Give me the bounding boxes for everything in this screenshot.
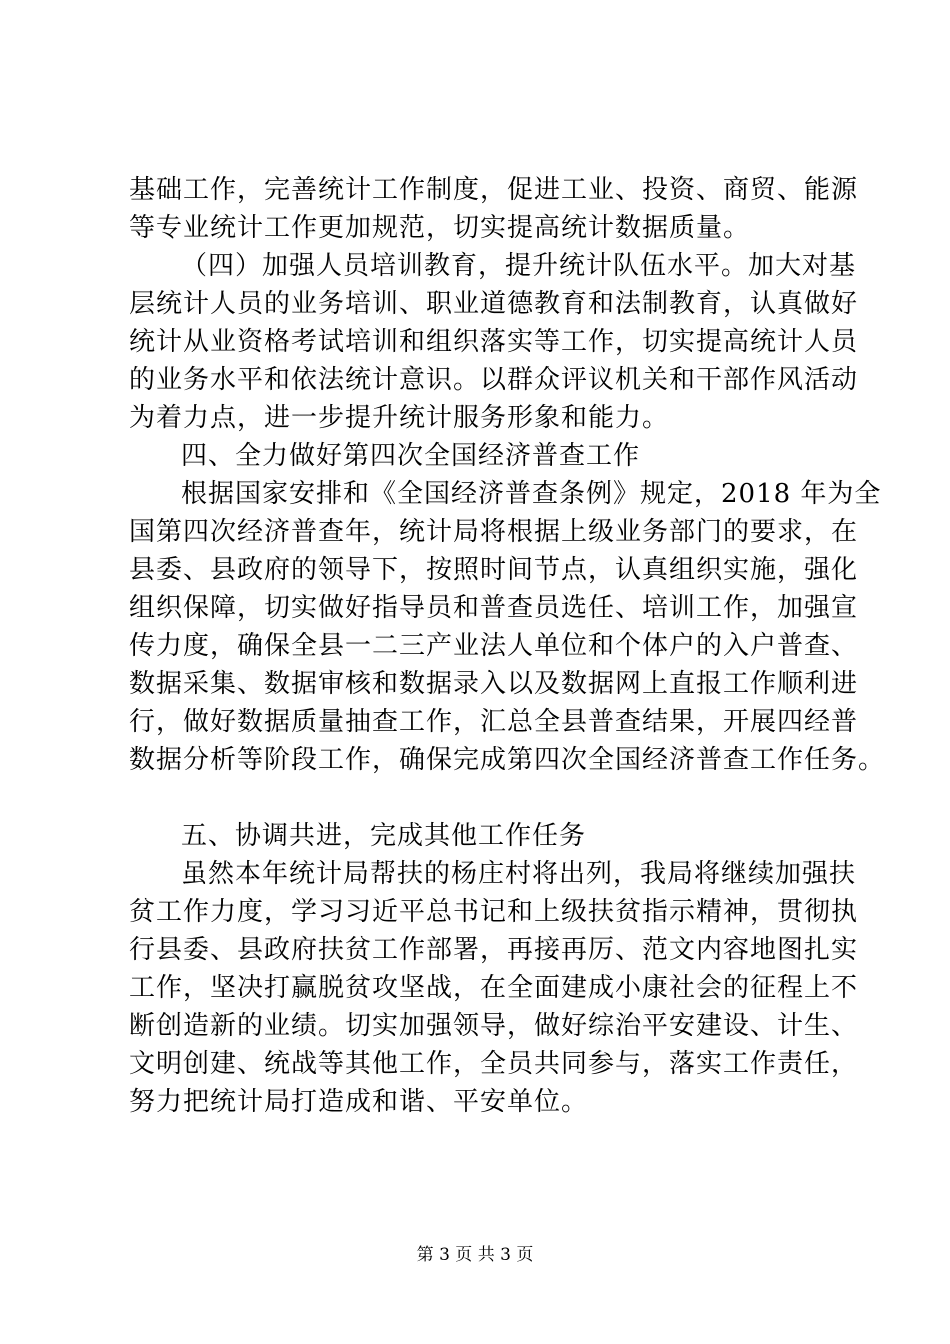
body-line: 贫工作力度，学习习近平总书记和上级扶贫指示精神，贯彻执 — [129, 897, 859, 927]
body-line: 等专业统计工作更加规范，切实提高统计数据质量。 — [129, 213, 751, 243]
body-line: 虽然本年统计局帮扶的杨庄村将出列，我局将继续加强扶 — [181, 859, 857, 889]
body-line: 努力把统计局打造成和谐、平安单位。 — [129, 1087, 589, 1117]
body-line: 为着力点，进一步提升统计服务形象和能力。 — [129, 403, 670, 433]
body-line: 基础工作，完善统计工作制度，促进工业、投资、商贸、能源 — [129, 175, 859, 205]
body-line: 数据采集、数据审核和数据录入以及数据网上直报工作顺利进 — [129, 669, 859, 699]
body-line: 断创造新的业绩。切实加强领导，做好综治平安建设、计生、 — [129, 1011, 859, 1041]
section-heading: 五、协调共进，完成其他工作任务 — [181, 821, 587, 851]
body-line: 层统计人员的业务培训、职业道德教育和法制教育，认真做好 — [129, 289, 859, 319]
body-line: 行县委、县政府扶贫工作部署，再接再厉、范文内容地图扎实 — [129, 935, 859, 965]
body-line: 传力度，确保全县一二三产业法人单位和个体户的入户普查、 — [129, 631, 859, 661]
body-line: 工作，坚决打赢脱贫攻坚战，在全面建成小康社会的征程上不 — [129, 973, 859, 1003]
body-line: 行，做好数据质量抽查工作，汇总全县普查结果，开展四经普 — [129, 707, 859, 737]
section-heading: 四、全力做好第四次全国经济普查工作 — [181, 441, 641, 471]
body-line: 根据国家安排和《全国经济普查条例》规定，2018 年为全 — [181, 479, 882, 509]
page-number-footer: 第 3 页 共 3 页 — [416, 1245, 534, 1265]
body-line: 国第四次经济普查年，统计局将根据上级业务部门的要求，在 — [129, 517, 859, 547]
body-line: 统计从业资格考试培训和组织落实等工作，切实提高统计人员 — [129, 327, 859, 357]
body-line: 的业务水平和依法统计意识。以群众评议机关和干部作风活动 — [129, 365, 859, 395]
body-line: 组织保障，切实做好指导员和普查员选任、培训工作，加强宣 — [129, 593, 859, 623]
body-line: 数据分析等阶段工作，确保完成第四次全国经济普查工作任务。 — [129, 745, 886, 775]
body-line: 县委、县政府的领导下，按照时间节点，认真组织实施，强化 — [129, 555, 859, 585]
subsection-heading-line: （四）加强人员培训教育，提升统计队伍水平。加大对基 — [181, 251, 857, 281]
body-line: 文明创建、统战等其他工作，全员共同参与，落实工作责任， — [129, 1049, 859, 1079]
